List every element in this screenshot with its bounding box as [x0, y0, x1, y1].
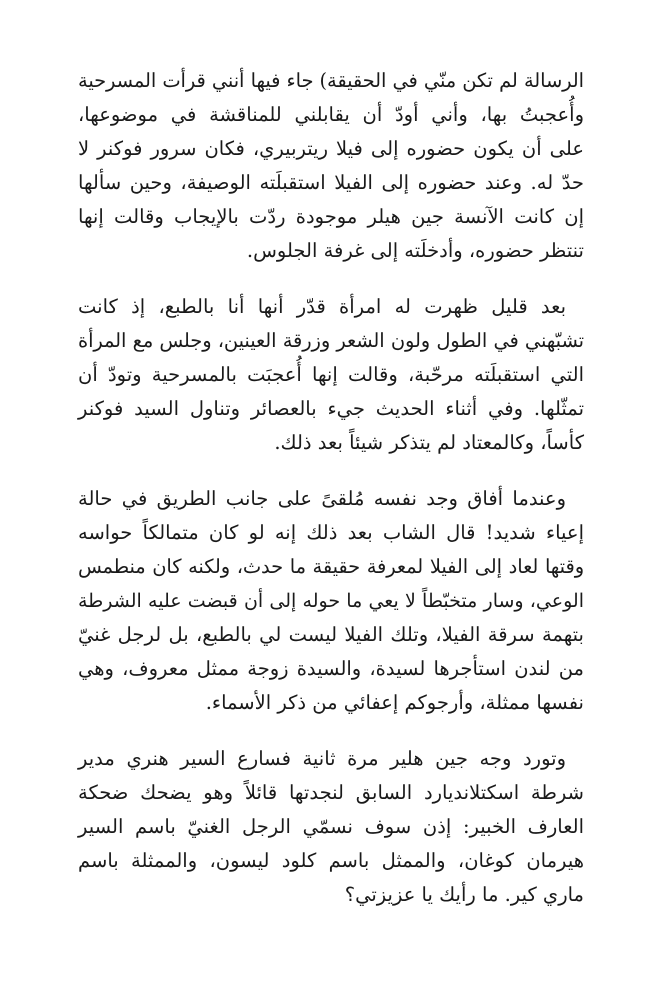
text-line: تمثّلها. وفي أثناء الحديث جيء بالعصائر وتناول السيد فوكنر — [78, 397, 584, 420]
text-line: إعياء شديد! قال الشاب بعد ذلك إنه لو كان متمالكاً حواسه — [78, 521, 584, 544]
text-line: شرطة اسكتلانديارد السابق لنجدتها قائلاً وهو يضحك ضحكة — [78, 781, 584, 804]
text-line: الوعي، وسار متخبّطاً لا يعي ما حوله إلى أن قبضت عليه الشرطة — [78, 590, 584, 612]
text-line: بتهمة سرقة الفيلا، وتلك الفيلا ليست لي بالطبع، بل لرجل غنيّ — [78, 623, 584, 646]
text-line: وأُعجبتُ بها، وأني أودّ أن يقابلني للمناقشة في موضوعها، — [78, 103, 584, 126]
text-line: حدّ له. وعند حضوره إلى الفيلا استقبلَته الوصيفة، وحين سألها — [78, 171, 584, 194]
paragraph-3 — [78, 482, 584, 720]
text-line: تشبّهني في الطول ولون الشعر وزرقة العينين، وجلس مع المرأة — [78, 329, 584, 352]
text-line: هيرمان كوغان، والممثل باسم كلود ليسون، والممثلة باسم — [78, 849, 584, 872]
text-line: وقتها لعاد إلى الفيلا لمعرفة حقيقة ما حدث، ولكنه كان منطمس — [78, 555, 584, 578]
paragraph-4 — [78, 742, 584, 912]
text-line: الرسالة لم تكن منّي في الحقيقة) جاء فيها أنني قرأت المسرحية — [78, 69, 584, 92]
text-line: ماري كير. ما رأيك يا عزيزتي؟ — [344, 883, 584, 906]
paragraph-1 — [78, 64, 584, 268]
text-line: وتورد وجه جين هلير مرة ثانية فسارع السير هنري مدير — [78, 747, 566, 770]
text-line: على أن يكون حضوره إلى فيلا ريتربيري، فكان سرور فوكنر لا — [78, 137, 584, 160]
text-line: من لندن استأجرها لسيدة، والسيدة زوجة ممثل معروف، وهي — [78, 657, 584, 680]
text-line: تنتظر حضوره، وأدخلَته إلى غرفة الجلوس. — [246, 239, 584, 262]
text-line: وعندما أفاق وجد نفسه مُلقىً على جانب الطريق في حالة — [78, 487, 566, 510]
paragraph-2 — [78, 290, 584, 460]
text-line: بعد قليل ظهرت له امرأة قدّر أنها أنا بالطبع، إذ كانت — [78, 295, 566, 318]
text-line: العارف الخبير: إذن سوف نسمّي الرجل الغنيّ باسم السير — [78, 815, 584, 838]
text-line: نفسها ممثلة، وأرجوكم إعفائي من ذكر الأسماء. — [205, 691, 584, 714]
book-page — [78, 64, 584, 934]
text-line: التي استقبلَته مرحّبة، وقالت إنها أُعجبَت بالمسرحية وتودّ أن — [78, 363, 584, 386]
text-line: كأساً، وكالمعتاد لم يتذكر شيئاً بعد ذلك. — [274, 431, 584, 454]
text-line: إن كانت الآنسة جين هيلر موجودة ردّت بالإيجاب وقالت إنها — [78, 205, 584, 228]
